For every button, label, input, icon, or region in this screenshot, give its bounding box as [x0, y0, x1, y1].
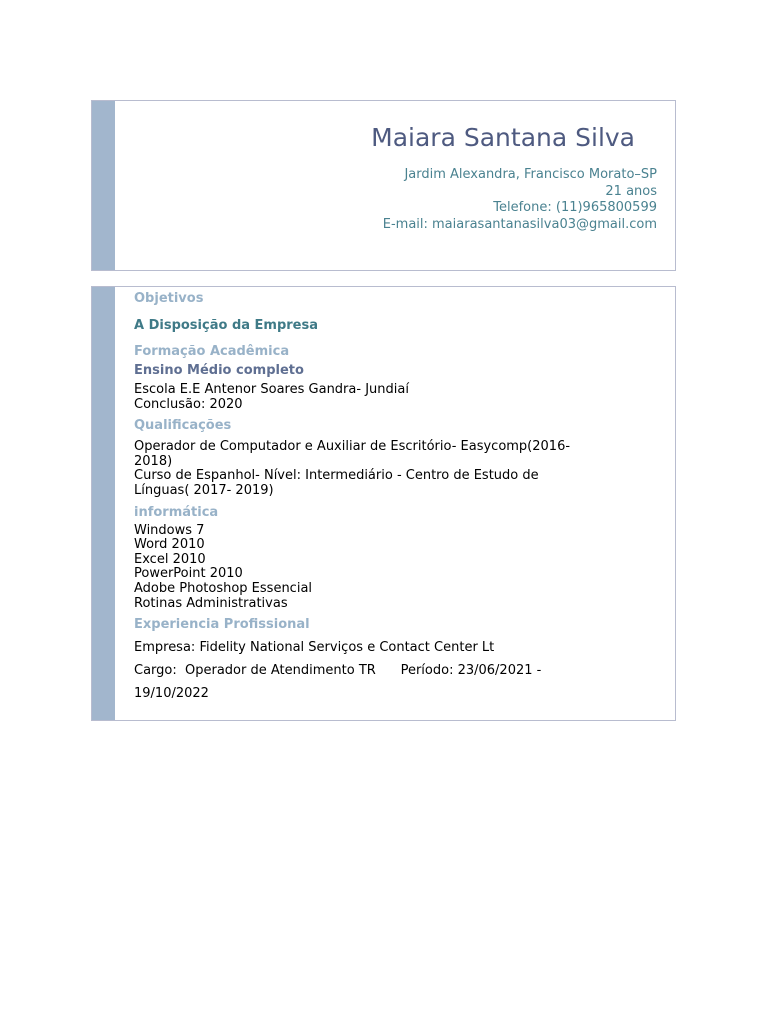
education-level: Ensino Médio completo [134, 363, 304, 378]
computing-item: Adobe Photoshop Essencial [134, 580, 313, 596]
education-completion: Conclusão: 2020 [134, 396, 243, 412]
qualifications-heading: Qualificações [134, 418, 232, 434]
experience-end-date: 19/10/2022 [134, 686, 209, 702]
resume-content [134, 291, 604, 705]
qualification-line: 2018) [134, 453, 173, 469]
experience-company: Empresa: Fidelity National Serviços e Contact Center Lt [134, 640, 495, 656]
header-accent-bar [92, 101, 115, 270]
address: Jardim Alexandra, Francisco Morato–SP [404, 167, 657, 182]
experience-role: Cargo: Operador de Atendimento TR Período: 23/06/2021 - [134, 663, 542, 679]
header-panel [91, 100, 676, 271]
qualification-line: Línguas( 2017- 2019) [134, 482, 274, 498]
candidate-name: Maiara Santana Silva [371, 123, 635, 152]
contact-block [371, 121, 657, 233]
computing-item: Windows 7 [134, 522, 205, 538]
body-accent-bar [92, 287, 115, 720]
education-heading: Formação Acadêmica [134, 344, 290, 359]
computing-item: PowerPoint 2010 [134, 566, 243, 582]
resume-body-panel [91, 286, 676, 721]
education-school: Escola E.E Antenor Soares Gandra- Jundiaí [134, 382, 409, 397]
email: E-mail: maiarasantanasilva03@gmail.com [382, 216, 657, 232]
computing-item: Rotinas Administrativas [134, 595, 288, 611]
computing-item: Excel 2010 [134, 551, 206, 567]
objectives-text: A Disposição da Empresa [134, 318, 319, 333]
qualification-line: Operador de Computador e Auxiliar de Escritório- Easycomp(2016- [134, 439, 571, 455]
computing-item: Word 2010 [134, 537, 205, 553]
objectives-heading: Objetivos [134, 291, 204, 306]
phone: Telefone: (11)965800599 [493, 200, 657, 215]
experience-heading: Experiencia Profissional [134, 617, 310, 633]
computing-heading: informática [134, 504, 219, 520]
qualification-line: Curso de Espanhol- Nível: Intermediário - Centro de Estudo de [134, 468, 539, 484]
age: 21 anos [605, 183, 657, 199]
